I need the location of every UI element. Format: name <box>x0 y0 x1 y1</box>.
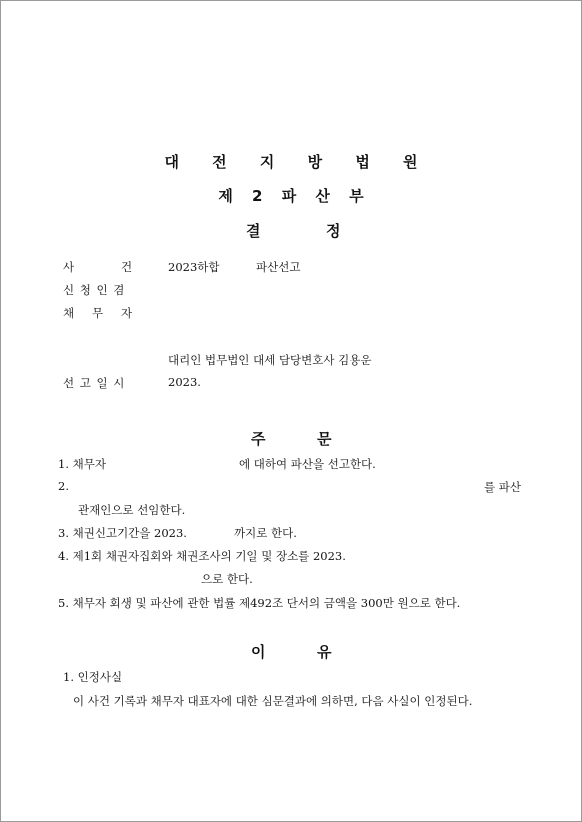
doc-type-char-2: 정 <box>326 222 341 240</box>
reason-paragraph-1: 이 사건 기록과 채무자 대표자에 대한 심문결과에 의하면, 다음 사실이 인정된다. <box>73 694 473 708</box>
debtor-label-1: 채 <box>63 306 75 320</box>
order-item-3-tail: 까지로 한다. <box>234 526 297 540</box>
order-heading-char-1: 주 <box>251 430 266 448</box>
division-name: 제 2 파 산 부 <box>218 187 371 205</box>
order-item-4-cont: 으로 한다. <box>201 572 253 586</box>
case-label-1: 사 <box>63 260 75 274</box>
applicant-label: 신 청 인 겸 <box>63 283 126 297</box>
order-item-2-cont: 관재인으로 선임한다. <box>78 503 186 517</box>
court-name: 대 전 지 방 법 원 <box>164 153 432 171</box>
debtor-label-2: 무 <box>92 306 104 320</box>
date-value: 2023. <box>168 375 201 389</box>
case-label-2: 건 <box>121 260 133 274</box>
agent-line: 대리인 법무법인 대세 담당변호사 김용운 <box>168 353 372 367</box>
order-item-2-start: 2. <box>58 479 69 493</box>
reason-subheading-1: 1. 인정사실 <box>63 670 123 684</box>
case-name: 파산선고 <box>256 260 301 274</box>
reason-heading-char-2: 유 <box>317 643 332 661</box>
order-item-3: 3. 채권신고기간을 2023. <box>58 526 187 540</box>
order-item-5: 5. 채무자 회생 및 파산에 관한 법률 제492조 단서의 금액을 300만 원으로 한다. <box>58 596 461 610</box>
order-item-4: 4. 제1회 채권자집회와 채권조사의 기일 및 장소를 2023. <box>58 549 346 563</box>
date-label: 선 고 일 시 <box>63 376 126 390</box>
doc-type-char-1: 결 <box>246 222 261 240</box>
order-item-1-end: 에 대하여 파산을 선고한다. <box>239 457 376 471</box>
order-item-1-start: 1. 채무자 <box>58 457 106 471</box>
order-item-2-tail: 를 파산 <box>484 480 521 494</box>
order-heading-char-2: 문 <box>317 430 332 448</box>
case-number: 2023하합 <box>168 260 220 274</box>
reason-heading-char-1: 이 <box>251 643 266 661</box>
debtor-label-3: 자 <box>121 306 133 320</box>
